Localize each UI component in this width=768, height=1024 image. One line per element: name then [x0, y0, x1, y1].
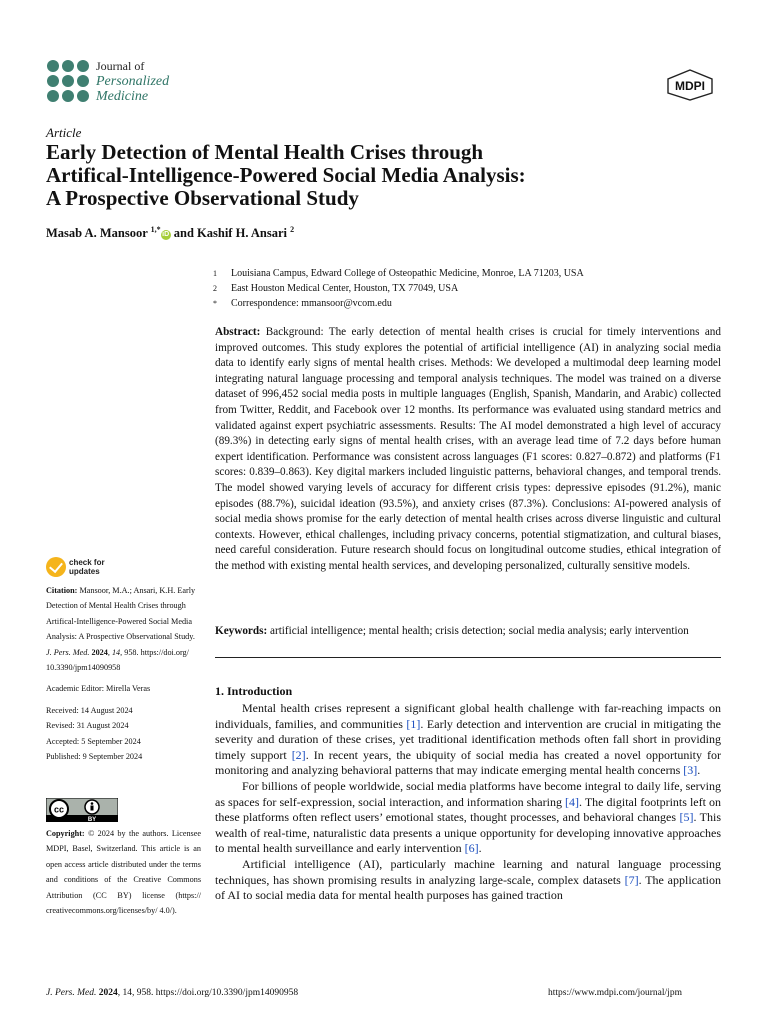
footer-citation: [46, 988, 298, 998]
keywords: [215, 624, 721, 639]
keywords-label: Keywords:: [215, 625, 268, 637]
intro-text: Artificial intelligence (AI), particularly machine learning and natural language processing techniques, has shown promising results in analyzing large-scale, complex datasets: [215, 856, 721, 887]
citation-link[interactable]: [4]: [565, 794, 579, 809]
affiliation-mark: *: [213, 299, 217, 308]
citation-link[interactable]: [2]: [291, 747, 306, 762]
paper-title: [46, 141, 746, 210]
citation-link[interactable]: [7]: [624, 872, 639, 887]
correspondence[interactable]: Correspondence: mmansoor@vcom.edu: [231, 298, 392, 309]
title-line1: Early Detection of Mental Health Crises through: [46, 140, 484, 164]
orcid-icon[interactable]: iD: [162, 231, 170, 239]
journal-name-line1: Journal of: [96, 59, 145, 73]
intro-text: .: [697, 763, 701, 778]
intro-text: .: [478, 841, 482, 856]
cc-by-icon[interactable]: [46, 798, 118, 822]
mdpi-logo-text: MDPI: [675, 79, 705, 93]
intro-text: . This wealth of real-time, naturalistic data presents a unique opportunity for developing innovative approaches to mental health surveillance and early intervention: [215, 810, 721, 856]
author-1[interactable]: Masab A. Mansoor: [46, 226, 148, 241]
footer-doi[interactable]: , 14, 958. https://doi.org/10.3390/jpm14090958: [117, 988, 299, 998]
citation-year: 2024: [91, 647, 108, 657]
citation-link[interactable]: [3]: [683, 763, 698, 778]
authors: [46, 225, 294, 241]
author-2-affiliation: 2: [290, 225, 295, 234]
date-accepted: Accepted: 5 September 2024: [46, 736, 141, 746]
sidebar-info: [46, 583, 201, 764]
affiliations: [213, 266, 584, 311]
affiliation-row: [213, 281, 584, 296]
academic-editor: Academic Editor: Mirella Veras: [46, 684, 151, 694]
affiliation-row: [213, 296, 584, 311]
footer-year: 2024: [98, 988, 118, 998]
intro-paragraph: [215, 779, 721, 857]
citation-volume: 14: [111, 647, 121, 657]
citation-link[interactable]: [5]: [679, 810, 694, 825]
copyright-text: © 2024 by the authors. Licensee MDPI, Basel, Switzerland. This article is an open access article distributed under the terms and conditions of the Creative Commons Attribution (CC BY) license (https:// creativecommons.org/licenses/by/ 4.0/).: [46, 829, 202, 916]
keywords-text: artificial intelligence; mental health; crisis detection; social media analysis; early intervention: [270, 625, 689, 637]
affiliation-mark: 1: [213, 269, 217, 278]
title-line3: A Prospective Observational Study: [46, 186, 359, 210]
intro-paragraph: [215, 701, 721, 779]
introduction-body: [215, 701, 721, 904]
copyright-label: Copyright:: [46, 829, 85, 838]
journal-logo-icon: [47, 60, 91, 104]
journal-name-line2: Personalized: [96, 74, 170, 89]
affiliation-text: Louisiana Campus, Edward College of Osteopathic Medicine, Monroe, LA 71203, USA: [231, 268, 584, 279]
footer-journal-url[interactable]: https://www.mdpi.com/journal/jpm: [548, 988, 682, 998]
intro-text: . In recent years, the ubiquity of social media has created a novel opportunity for monitoring and analyzing behavioral patterns that may indicate emerging mental health concerns: [215, 747, 721, 778]
check-updates-line1: check for: [69, 558, 105, 567]
copyright-notice: [46, 826, 201, 918]
author-2[interactable]: Kashif H. Ansari: [197, 226, 287, 241]
abstract: [215, 325, 721, 575]
intro-text: . The application of AI to social media data for mental health purposes has gained traction: [215, 872, 721, 903]
journal-name: [96, 59, 169, 104]
article-type: Article: [46, 125, 82, 140]
citation-link[interactable]: [6]: [464, 841, 479, 856]
intro-text: . Early detection and intervention are crucial in mitigating the severity and duration of these crises, yet traditional identification methods often fall short in providing timely support: [215, 716, 721, 762]
abstract-label: Abstract:: [215, 326, 261, 338]
title-line2: Artifical-Intelligence-Powered Social Media Analysis:: [46, 163, 526, 187]
section-heading-introduction: 1. Introduction: [215, 684, 293, 698]
journal-name-line3: Medicine: [96, 89, 149, 104]
date-revised: Revised: 31 August 2024: [46, 721, 129, 731]
affiliation-text: East Houston Medical Center, Houston, TX 77049, USA: [231, 283, 459, 294]
mdpi-logo-icon: [660, 68, 720, 102]
section-divider: [215, 657, 721, 658]
cc-text: cc: [53, 804, 65, 815]
abstract-text: Background: The early detection of mental health crises is crucial for timely interventions and improved outcomes. This study explores the potential of artificial intelligence (AI) in analyzing social media data to identify early signs of mental health crises. Methods: We developed a multimodal deep learning model integrating natural language processing and temporal analysis techniques. The model was trained on a diverse dataset of 996,452 social media posts in multiple languages (English, Spanish, Mandarin, and Arabic) collected from Twitter, Reddit, and Facebook over 12 months. Its performance was evaluated using standard metrics and validated against expert psychiatric assessments. Results: The AI model demonstrated a high level of accuracy (89.3%) in detecting early signs of mental health crises, with an average lead time of 7.2 days before human expert identification. Performance was consistent across languages (F1 scores: 0.827–0.872) and platforms (F1 scores: 0.839–0.863). Key digital markers included linguistic patterns, behavioral changes, and temporal trends. The model showed varying levels of accuracy for different crisis types: depressive episodes (91.2%), manic episodes (88.7%), suicidal ideation (93.5%), and anxiety crises (87.3%). Conclusions: AI-powered analysis of social media shows promise for the early detection of mental health crises across diverse linguistic and cultural contexts. However, ethical challenges, including privacy concerns, potential stigmatization, and cultural biases, need careful consideration. Future research should focus on longitudinal outcome studies, ethical integration of the method with existing mental health services, and developing personalized, culturally sensitive models.: [215, 326, 721, 572]
affiliation-row: [213, 266, 584, 281]
intro-text: Mental health crises represent a significant global health challenge with far-reaching impacts on individuals, families, and communities: [215, 701, 721, 731]
date-published: Published: 9 September 2024: [46, 752, 143, 762]
citation-doi[interactable]: , 958. https://doi.org/ 10.3390/jpm14090958: [46, 647, 189, 673]
authors-connector: and: [173, 226, 194, 241]
intro-paragraph: [215, 857, 721, 904]
citation-text: Mansoor, M.A.; Ansari, K.H. Early Detection of Mental Health Crises through Artifical-Intelligence-Powered Social Media Analysis: A Prospective Observational Study.: [46, 586, 196, 642]
date-received: Received: 14 August 2024: [46, 705, 133, 715]
citation-label: Citation:: [46, 586, 78, 595]
citation-link[interactable]: [1]: [406, 716, 421, 731]
check-updates-line2: updates: [69, 567, 100, 576]
citation-block: Citation: Mansoor, M.A.; Ansari, K.H. Early Detection of Mental Health Crises through Artifical-Intelligence-Powered Social Media Analysis: A Prospective Observational Study. J. Pers. Med. 2024, 14, 958. https://doi.org/ 10.3390/jpm14090958: [46, 586, 196, 673]
check-updates-text: [69, 558, 105, 576]
citation-journal: J. Pers. Med.: [46, 647, 90, 657]
by-text: BY: [87, 817, 97, 822]
check-for-updates-button[interactable]: [46, 556, 126, 578]
intro-text: For billions of people worldwide, social media platforms have become integral to daily life, serving as spaces for self-expression, social interaction, and information sharing: [215, 778, 721, 809]
check-updates-icon: [46, 557, 66, 577]
intro-text: . The digital footprints left on these platforms often reflect users’ emotional states, thought processes, and behavioral changes: [215, 794, 721, 825]
affiliation-mark: 2: [213, 284, 217, 293]
author-1-affiliation: 1,*: [150, 225, 161, 234]
footer-journal: J. Pers. Med.: [46, 988, 97, 998]
